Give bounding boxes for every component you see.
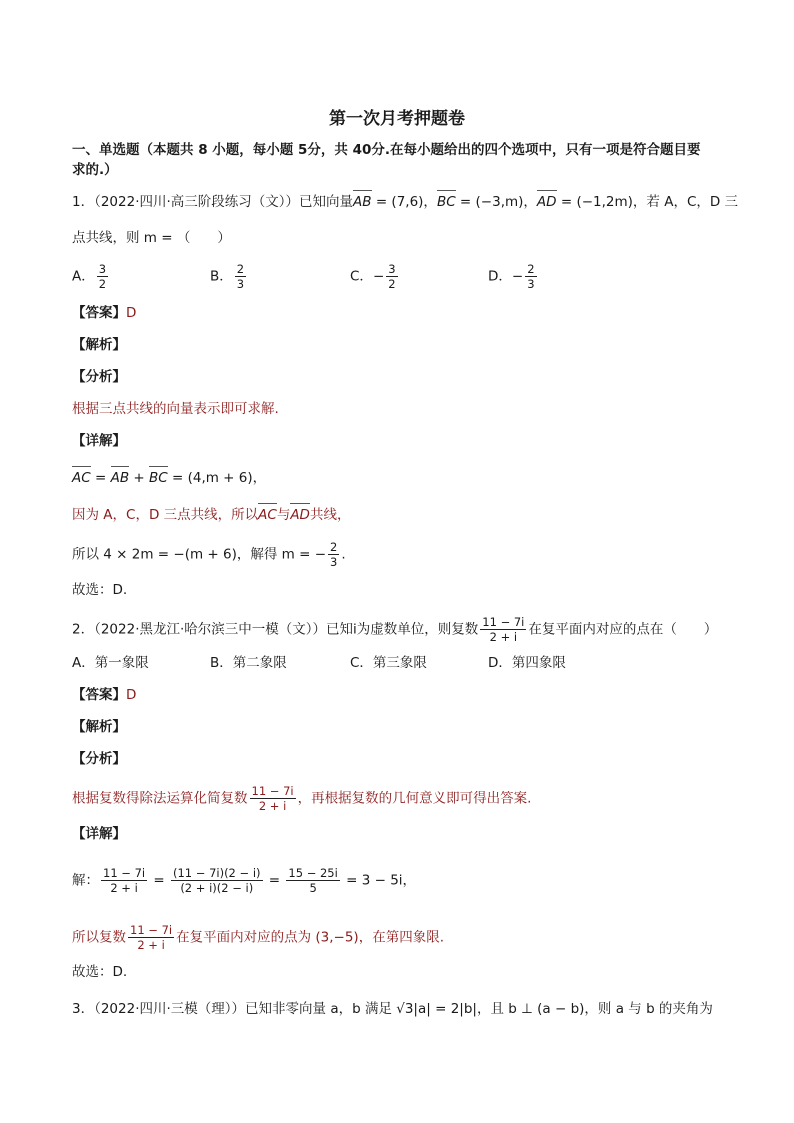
q1-analysis-tag: 【解析】 bbox=[72, 337, 126, 353]
vector-ad: AD bbox=[536, 194, 557, 210]
q2-option-c: C．第三象限 bbox=[350, 655, 427, 671]
q2-detail-tag: 【详解】 bbox=[72, 826, 126, 842]
q1-stem-text: 1．（2022·四川·高三阶段练习（文））已知向量 bbox=[72, 194, 354, 210]
page-title: 第一次月考押题卷 bbox=[329, 109, 465, 129]
vector-bc-value: = (−3,m)， bbox=[455, 194, 537, 210]
q2-option-b: B．第二象限 bbox=[210, 655, 287, 671]
vector-ab: AB bbox=[353, 194, 372, 210]
q1-detail-line-1: AC = AB + BC = (4,m + 6)， bbox=[72, 470, 267, 486]
q2-option-d: D．第四象限 bbox=[488, 655, 566, 671]
vector-ad-value: = (−1,2m)，若 A，C，D 三 bbox=[556, 194, 739, 210]
q2-result: 所以复数 $\frac{11 - 7i}{2 + i}$ 在复平面内对应的点为 (3,−5)，在第四象限. bbox=[72, 923, 444, 952]
q2-fenxi-tag: 【分析】 bbox=[72, 751, 126, 767]
q1-option-d: D．− $\frac{2}{3}$ bbox=[488, 262, 535, 291]
q1-option-b: B． $\frac{2}{3}$ bbox=[210, 262, 245, 291]
q1-detail-line-3: 所以 4 × 2m = −(m + 6)，解得 m = − $\frac{2}{3}$ . bbox=[72, 540, 346, 569]
q2-analysis-tag: 【解析】 bbox=[72, 719, 126, 735]
q1-detail-tag: 【详解】 bbox=[72, 433, 126, 449]
q1-stem-line-2: 点共线，则 m = （ ） bbox=[72, 230, 231, 246]
q1-conclusion: 故选：D. bbox=[72, 582, 128, 598]
q1-option-c: C．− $\frac{3}{2}$ bbox=[350, 262, 396, 291]
q1-detail-line-2: 因为 A，C，D 三点共线，所以AC与AD共线， bbox=[72, 507, 351, 523]
q3-stem: 3．（2022·四川·三模（理））已知非零向量 a，b 满足 √3|a| = 2|b|，且 b ⊥ (a − b)，则 a 与 b 的夹角为 bbox=[72, 1001, 713, 1017]
q2-answer: 【答案】D bbox=[72, 687, 137, 703]
q2-fenxi-text: 根据复数得除法运算化简复数 $\frac{11 - 7i}{2 + i}$ ，再根据复数的几何意义即可得出答案. bbox=[72, 784, 532, 813]
q2-conclusion: 故选：D. bbox=[72, 964, 128, 980]
vector-ab-value: = (7,6)， bbox=[371, 194, 437, 210]
q1-answer: 【答案】D bbox=[72, 305, 137, 321]
section-heading-line-2: 求的.） bbox=[72, 162, 118, 178]
q2-solution: 解： $\frac{11 - 7i}{2 + i}$ = $\frac{(11 - 7i)(2 - i)}{(2 + i)(2 - i)}$ = $\frac{15 - 25i}{5}$ = 3 − 5i， bbox=[72, 866, 417, 895]
q2-stem: 2．（2022·黑龙江·哈尔滨三中一模（文））已知i为虚数单位，则复数 $\frac{11 - 7i}{2 + i}$ 在复平面内对应的点在（ ） bbox=[72, 615, 718, 644]
q1-fenxi-tag: 【分析】 bbox=[72, 369, 126, 385]
q1-option-a: A． $\frac{3}{2}$ bbox=[72, 262, 107, 291]
q2-option-a: A．第一象限 bbox=[72, 655, 149, 671]
vector-bc: BC bbox=[436, 194, 456, 210]
q1-fenxi-text: 根据三点共线的向量表示即可求解. bbox=[72, 401, 279, 417]
q1-stem-line-1 bbox=[72, 192, 738, 212]
section-heading-line-1: 一、单选题（本题共 8 小题，每小题 5分，共 40分.在每小题给出的四个选项中，只有一项是符合题目要 bbox=[72, 142, 701, 158]
